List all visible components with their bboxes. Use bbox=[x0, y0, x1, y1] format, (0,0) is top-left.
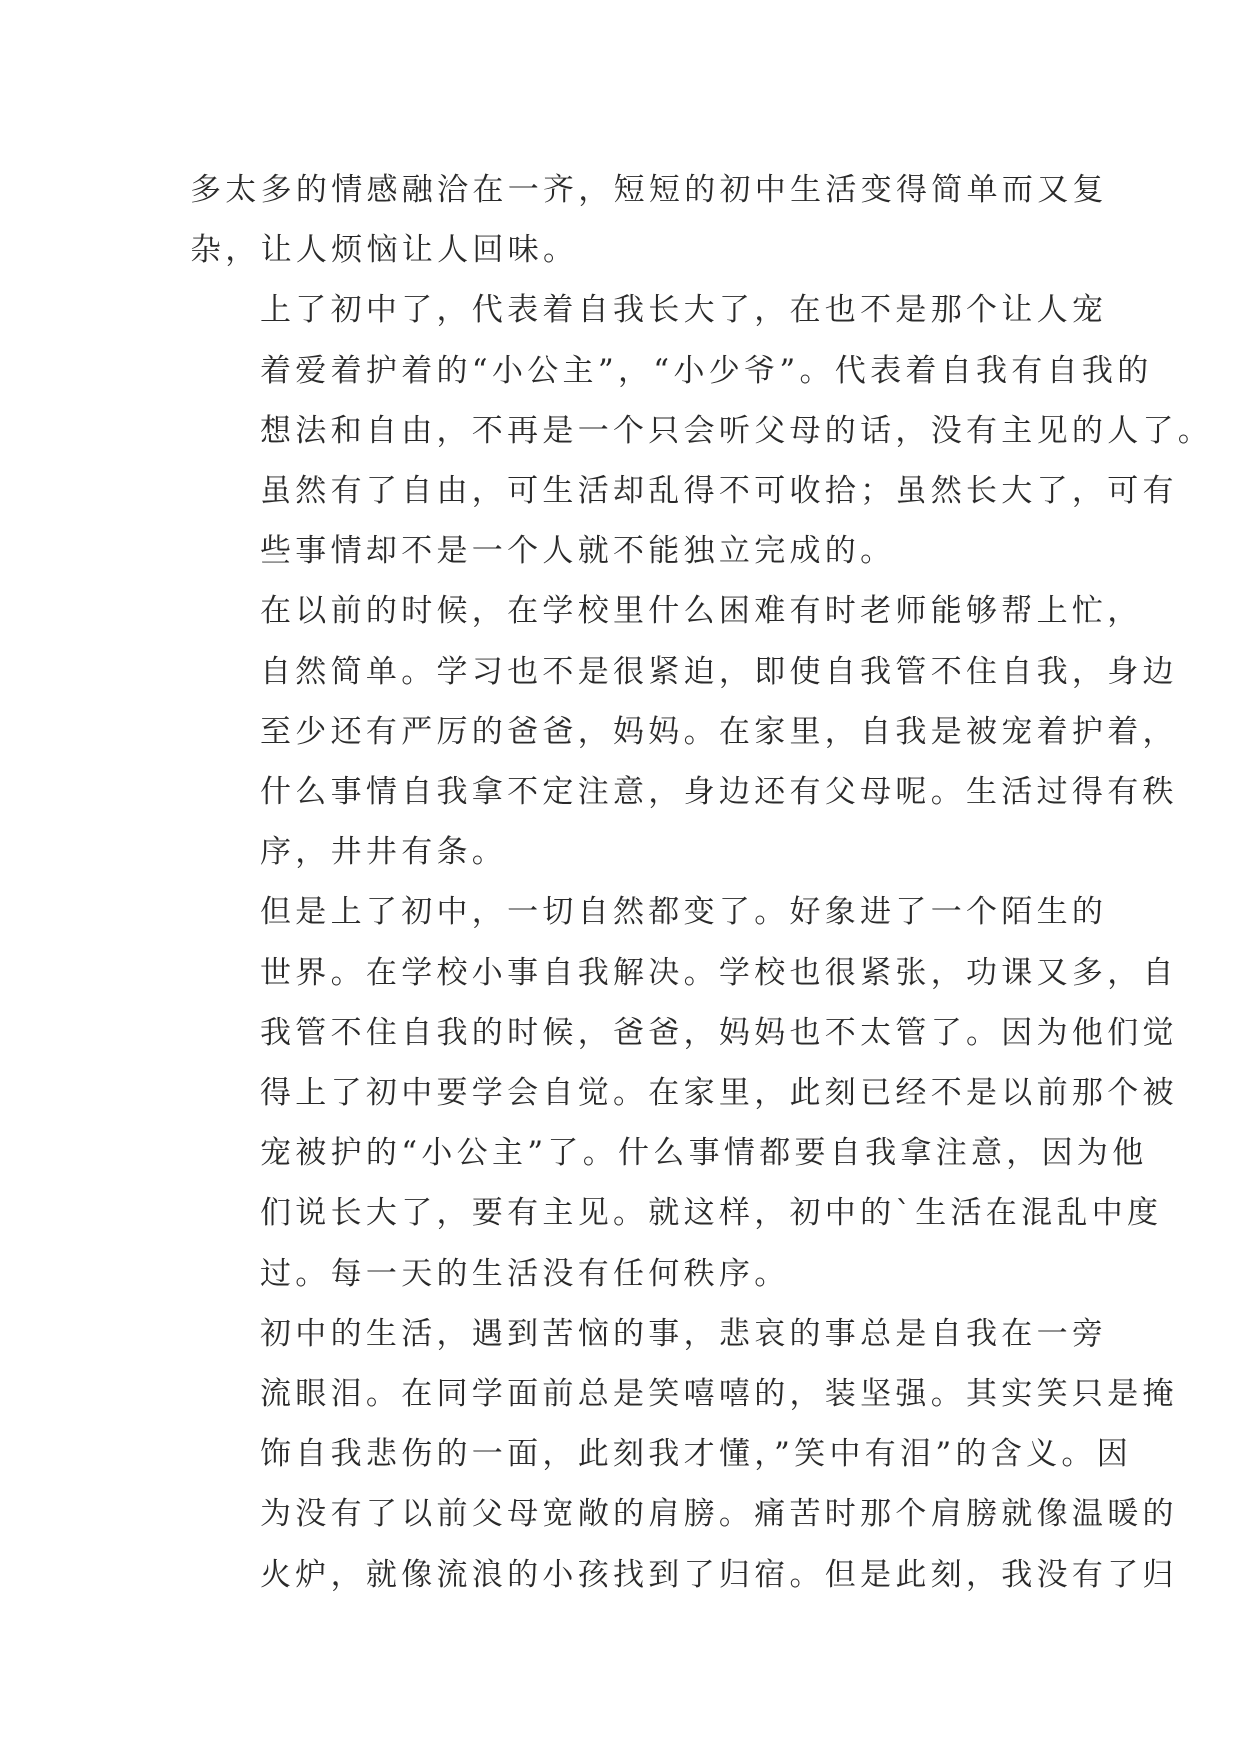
paragraph bbox=[190, 280, 1214, 581]
paragraph bbox=[190, 160, 1108, 280]
text-line: 初中的生活，遇到苦恼的事，悲哀的事总是自我在一旁 bbox=[260, 1315, 1108, 1352]
text-line: 着爱着护着的“小公主”，“小少爷”。代表着自我有自我的 bbox=[260, 352, 1153, 389]
text-line: 在以前的时候，在学校里什么困难有时老师能够帮上忙， bbox=[260, 593, 1143, 630]
text-line: 过。每一天的生活没有任何秩序。 bbox=[260, 1255, 790, 1292]
text-line: 多太多的情感融洽在一齐，短短的初中生活变得简单而又复 bbox=[190, 172, 1108, 208]
paragraph bbox=[190, 1304, 1178, 1605]
text-line: 得上了初中要学会自觉。在家里，此刻已经不是以前那个被 bbox=[260, 1075, 1178, 1112]
text-line: 序，井井有条。 bbox=[260, 834, 508, 871]
text-line: 虽然有了自由，可生活却乱得不可收拾；虽然长大了，可有 bbox=[260, 473, 1178, 510]
paragraph bbox=[190, 882, 1178, 1303]
text-line: 饰自我悲伤的一面，此刻我才懂，”笑中有泪”的含义。因 bbox=[260, 1436, 1132, 1473]
text-line: 杂，让人烦恼让人回味。 bbox=[190, 232, 579, 269]
text-line: 我管不住自我的时候，爸爸，妈妈也不太管了。因为他们觉 bbox=[260, 1014, 1178, 1051]
text-line: 宠被护的“小公主”了。什么事情都要自我拿注意，因为他 bbox=[260, 1135, 1148, 1172]
text-line: 但是上了初中，一切自然都变了。好象进了一个陌生的 bbox=[260, 894, 1108, 931]
body-text bbox=[190, 160, 1214, 1605]
text-line: 火炉，就像流浪的小孩找到了归宿。但是此刻，我没有了归 bbox=[260, 1556, 1178, 1593]
text-line: 自然简单。学习也不是很紧迫，即使自我管不住自我，身边 bbox=[260, 653, 1178, 690]
text-line: 世界。在学校小事自我解决。学校也很紧张，功课又多，自 bbox=[260, 954, 1178, 991]
text-line: 想法和自由，不再是一个只会听父母的话，没有主见的人了。 bbox=[260, 412, 1214, 449]
text-line: 些事情却不是一个人就不能独立完成的。 bbox=[260, 533, 896, 570]
text-line: 至少还有严厉的爸爸，妈妈。在家里，自我是被宠着护着， bbox=[260, 713, 1178, 750]
text-line: 什么事情自我拿不定注意，身边还有父母呢。生活过得有秩 bbox=[260, 774, 1178, 811]
text-line: 上了初中了，代表着自我长大了，在也不是那个让人宠 bbox=[260, 292, 1108, 329]
paragraph bbox=[190, 581, 1178, 882]
text-line: 流眼泪。在同学面前总是笑嘻嘻的，装坚强。其实笑只是掩 bbox=[260, 1376, 1178, 1413]
text-line: 为没有了以前父母宽敞的肩膀。痛苦时那个肩膀就像温暖的 bbox=[260, 1496, 1178, 1533]
text-line: 们说长大了，要有主见。就这样，初中的`生活在混乱中度 bbox=[260, 1195, 1163, 1232]
